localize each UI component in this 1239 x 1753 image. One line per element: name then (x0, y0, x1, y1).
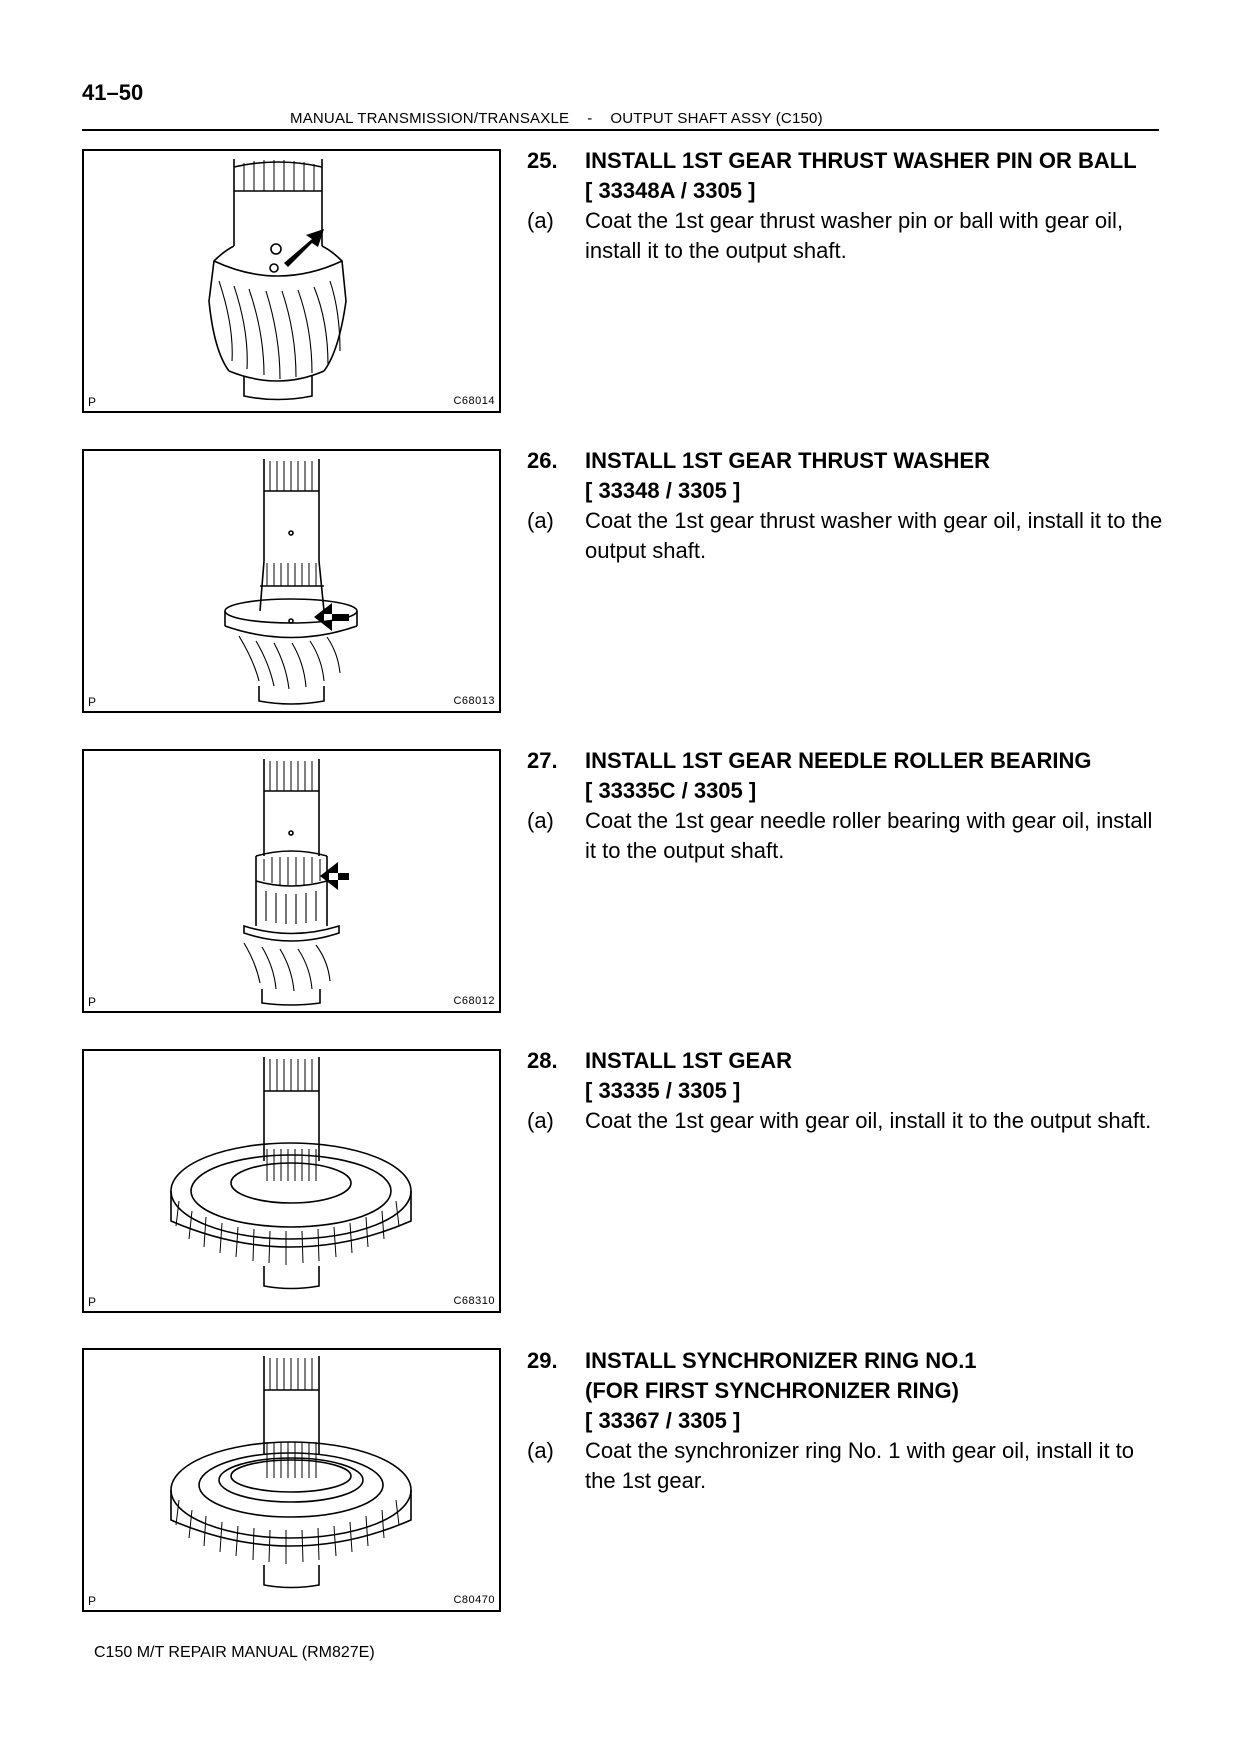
instruction-mark: (a) (527, 1108, 554, 1133)
step-number: 25. (527, 148, 558, 173)
step-25 (527, 146, 1167, 266)
thrust-washer-pin-illustration (84, 151, 499, 411)
step-part-number: [ 33348A / 3305 ] (585, 178, 756, 203)
step-instruction (527, 206, 1167, 266)
needle-roller-bearing-illustration (84, 751, 499, 1011)
instruction-text: Coat the synchronizer ring No. 1 with gear oil, install it to the 1st gear. (585, 1438, 1135, 1493)
synchronizer-ring-illustration (84, 1350, 499, 1610)
section-title: MANUAL TRANSMISSION/TRANSAXLE (290, 110, 570, 127)
step-29 (527, 1346, 1167, 1496)
subsection-title: OUTPUT SHAFT ASSY (C150) (610, 110, 823, 127)
figure-p-label: P (88, 395, 97, 409)
instruction-text: Coat the 1st gear thrust washer with gear oil, install it to the output shaft. (585, 508, 1163, 563)
step-26 (527, 446, 1167, 566)
figure-step-29 (82, 1348, 501, 1612)
page-number: 41–50 (82, 80, 144, 105)
instruction-mark: (a) (527, 808, 554, 833)
figure-code: C68012 (453, 995, 495, 1007)
step-number: 28. (527, 1048, 558, 1073)
step-title-line: INSTALL 1ST GEAR THRUST WASHER (585, 448, 990, 473)
first-gear-illustration (84, 1051, 499, 1311)
step-number: 26. (527, 448, 558, 473)
figure-step-26 (82, 449, 501, 713)
figure-code: C68014 (453, 395, 495, 407)
figure-p-label: P (88, 1594, 97, 1608)
step-instruction (527, 1106, 1167, 1136)
figure-p-label: P (88, 695, 97, 709)
step-number: 27. (527, 748, 558, 773)
figure-code: C68310 (453, 1295, 495, 1307)
header-rule (82, 129, 1159, 131)
figure-p-label: P (88, 1295, 97, 1309)
step-part-number: [ 33348 / 3305 ] (585, 478, 741, 503)
header-separator: - (587, 110, 593, 127)
instruction-mark: (a) (527, 508, 554, 533)
figure-step-25 (82, 149, 501, 413)
instruction-text: Coat the 1st gear thrust washer pin or ball with gear oil, install it to the output shaft. (585, 208, 1124, 263)
figure-step-27 (82, 749, 501, 1013)
instruction-text: Coat the 1st gear with gear oil, install it to the output shaft. (585, 1108, 1152, 1133)
step-part-number: [ 33335 / 3305 ] (585, 1078, 741, 1103)
step-title-line: INSTALL 1ST GEAR NEEDLE ROLLER BEARING (585, 748, 1092, 773)
step-number: 29. (527, 1348, 558, 1373)
figure-p-label: P (88, 995, 97, 1009)
step-instruction (527, 1436, 1167, 1496)
thrust-washer-illustration (84, 451, 499, 711)
page-footer: C150 M/T REPAIR MANUAL (RM827E) (94, 1644, 375, 1661)
step-27 (527, 746, 1167, 866)
figure-step-28 (82, 1049, 501, 1313)
figure-code: C68013 (453, 695, 495, 707)
step-28 (527, 1046, 1167, 1136)
step-title-line: INSTALL SYNCHRONIZER RING NO.1 (585, 1348, 977, 1373)
step-instruction (527, 806, 1167, 866)
step-title-line: (FOR FIRST SYNCHRONIZER RING) (585, 1378, 959, 1403)
running-header (290, 110, 823, 127)
instruction-mark: (a) (527, 208, 554, 233)
step-part-number: [ 33367 / 3305 ] (585, 1408, 741, 1433)
step-title-line: INSTALL 1ST GEAR THRUST WASHER PIN OR BALL (585, 148, 1137, 173)
instruction-mark: (a) (527, 1438, 554, 1463)
step-instruction (527, 506, 1167, 566)
instruction-text: Coat the 1st gear needle roller bearing with gear oil, install it to the output shaft. (585, 808, 1153, 863)
figure-code: C80470 (453, 1594, 495, 1606)
step-title-line: INSTALL 1ST GEAR (585, 1048, 792, 1073)
step-part-number: [ 33335C / 3305 ] (585, 778, 757, 803)
